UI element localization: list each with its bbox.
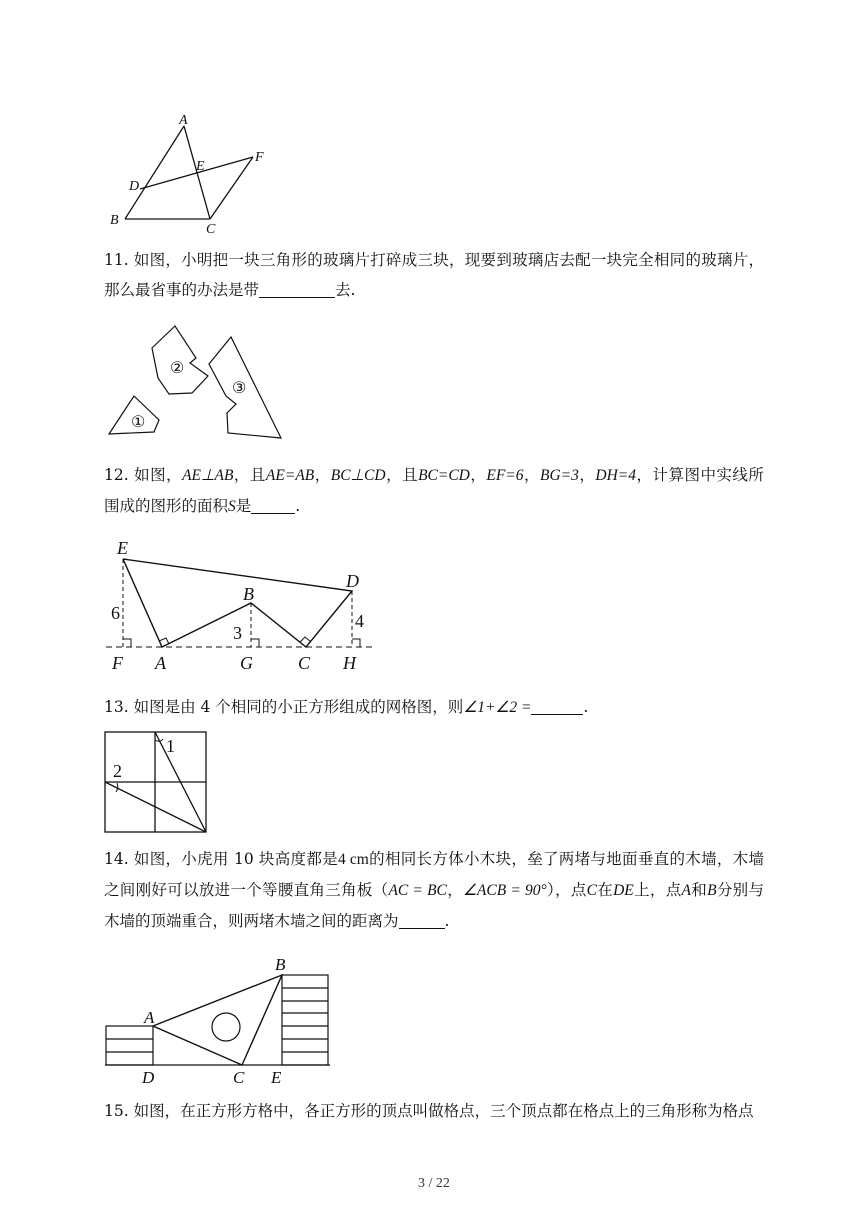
label-e: E (117, 538, 128, 558)
label-e: E (271, 1068, 282, 1087)
figure-q12 (100, 535, 390, 675)
page-number: 3 / 22 (418, 1176, 450, 1191)
condition-dh: DH=4 (595, 467, 636, 484)
angle-1-label: 1 (166, 736, 175, 756)
label-a: A (144, 1008, 155, 1027)
question-text: ， (446, 881, 463, 899)
question-text: ， (578, 466, 596, 484)
segment-de: DE (613, 882, 634, 899)
question-15 (104, 1096, 764, 1126)
condition-angle-acb: ∠ACB = 90° (463, 882, 547, 899)
answer-blank[interactable] (531, 696, 583, 715)
length-dh: 4 (355, 611, 364, 631)
label-h: H (343, 653, 356, 673)
figure-q10 (100, 112, 280, 237)
length-ef: 6 (111, 603, 120, 623)
question-text: ， (523, 466, 541, 484)
label-e: E (196, 159, 205, 174)
answer-blank[interactable] (399, 910, 445, 929)
figure-q13 (100, 728, 212, 836)
question-text: 的相同长方体小木块，垒了两堵与地面垂直的木墙，木墙之间刚好可以放进一个等腰直角三角板（ (104, 850, 764, 899)
label-c: C (206, 222, 216, 237)
condition-bg: BG=3 (540, 467, 579, 484)
piece-3-label: ③ (232, 380, 247, 397)
question-text: 和 (690, 881, 708, 899)
condition-ef: EF=6 (486, 467, 524, 484)
question-text: 是 (235, 497, 252, 515)
length-bg: 3 (233, 623, 242, 643)
label-c: C (233, 1068, 245, 1087)
question-number: 14. (104, 850, 129, 868)
question-number: 11. (104, 251, 129, 269)
question-text: 如图是由 4 个相同的小正方形组成的网格图，则 (133, 698, 464, 716)
question-text-end: . (444, 912, 450, 930)
question-text-end: 去. (335, 281, 356, 299)
question-14 (104, 844, 764, 936)
question-text: ），点 (546, 881, 587, 899)
question-text: 在 (597, 881, 614, 899)
question-text-end: . (295, 497, 301, 515)
label-f: F (112, 653, 123, 673)
question-text: 分别与木墙的顶端重合，则两堵木墙之间的距离为 (104, 881, 764, 930)
question-12 (104, 460, 764, 522)
variable-s: S (228, 498, 236, 515)
point-c: C (586, 882, 597, 899)
question-number: 12. (104, 466, 129, 484)
point-b: B (707, 882, 717, 899)
question-text: 如图，小虎用 10 块高度都是 (133, 850, 338, 868)
label-a: A (155, 653, 166, 673)
question-text: ，且 (233, 466, 266, 484)
question-text: ，且 (385, 466, 419, 484)
answer-blank[interactable] (259, 279, 335, 298)
question-text: ，计算图中实线所围成的图形的面积 (104, 466, 764, 515)
question-text: 如图， (134, 466, 183, 484)
label-b: B (110, 213, 119, 228)
question-13 (104, 692, 764, 723)
question-number: 13. (104, 698, 129, 716)
piece-1-label: ① (131, 414, 146, 431)
question-text: ， (314, 466, 331, 484)
condition-ac-eq-bc: AC = BC (388, 882, 447, 899)
point-a: A (681, 882, 691, 899)
condition-ae-eq-ab: AE=AB (265, 467, 315, 484)
label-d: D (346, 571, 359, 591)
question-text: 如图，小明把一块三角形的玻璃片打碎成三块，现要到玻璃店去配一块完全相同的玻璃片，那么最省事的办法是带 (104, 251, 764, 299)
condition-bc-perp-cd: BC⊥CD (330, 467, 386, 484)
label-g: G (240, 653, 253, 673)
label-b: B (275, 955, 286, 974)
condition-bc-eq-cd: BC=CD (418, 467, 470, 484)
label-d: D (129, 179, 140, 194)
question-text: ， (469, 466, 487, 484)
answer-blank[interactable] (251, 495, 295, 514)
question-text: 上，点 (633, 881, 682, 899)
label-f: F (255, 150, 264, 165)
label-c: C (298, 653, 311, 673)
label-b: B (243, 584, 254, 604)
condition-ae-perp-ab: AE⊥AB (182, 467, 234, 484)
question-number: 15. (104, 1102, 129, 1120)
question-text-end: . (583, 698, 589, 716)
block-height: 4 cm (337, 851, 369, 868)
piece-2-label: ② (170, 360, 185, 377)
angle-2-label: 2 (113, 761, 122, 781)
label-a: A (179, 113, 188, 128)
angle-expression: ∠1+∠2 = (463, 699, 532, 716)
label-d: D (142, 1068, 155, 1087)
figure-q14 (100, 955, 340, 1090)
figure-q11 (100, 320, 290, 445)
question-text: 如图，在正方形方格中，各正方形的顶点叫做格点，三个顶点都在格点上的三角形称为格点 (133, 1102, 754, 1120)
question-11 (104, 245, 764, 305)
